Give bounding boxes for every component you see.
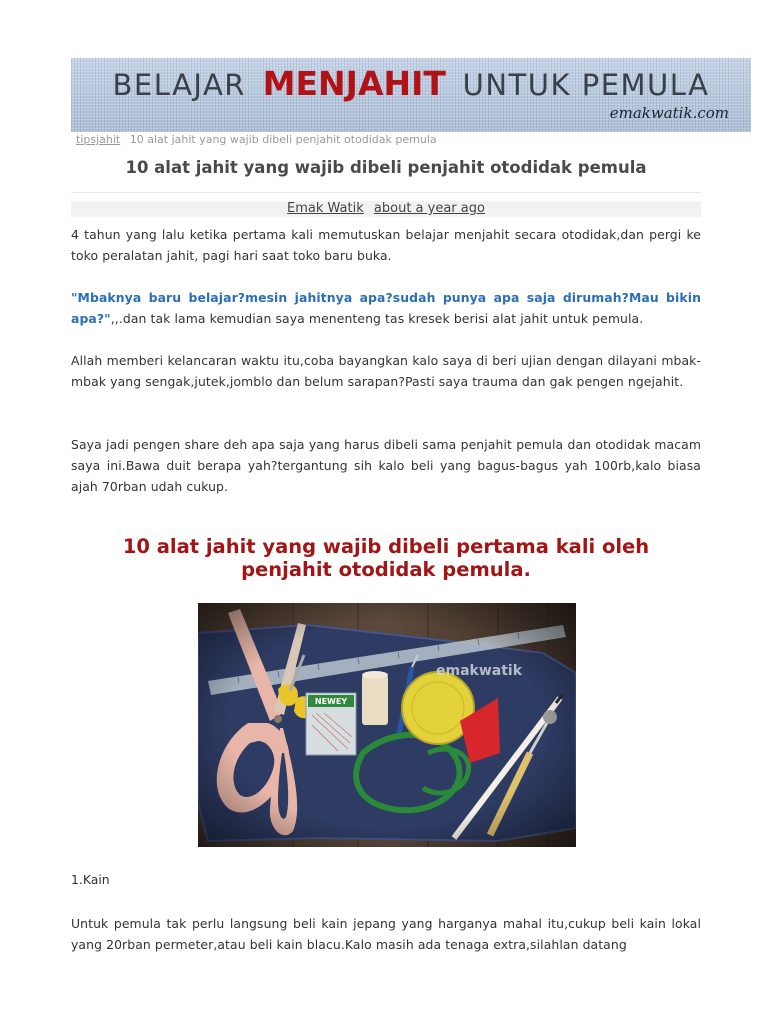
banner-word-belajar: BELAJAR: [112, 68, 246, 102]
paragraph-intro: 4 tahun yang lalu ketika pertama kali memutuskan belajar menjahit secara otodidak,dan pergi ke toko peralatan jahit, pagi hari saat toko baru buka.: [71, 227, 701, 263]
banner-site-name: emakwatik.com: [609, 104, 729, 122]
breadcrumb-current: 10 alat jahit yang wajib dibeli penjahit otodidak pemula: [129, 133, 437, 146]
list-item-heading: 1.Kain: [71, 872, 110, 887]
paragraph-quote: [71, 287, 701, 329]
post-date-link[interactable]: about a year ago: [373, 201, 485, 216]
sewing-tools-illustration: [198, 603, 576, 847]
quote-continuation: ,,.dan tak lama kemudian saya menenteng tas kresek berisi alat jahit untuk pemula.: [110, 311, 644, 326]
post-meta: [71, 201, 701, 217]
author-link[interactable]: Emak Watik: [287, 201, 364, 216]
page-title: 10 alat jahit yang wajib dibeli penjahit otodidak pemula: [125, 158, 647, 177]
paragraph-budget: Saya jadi pengen share deh apa saja yang harus dibeli sama penjahit pemula dan otodidak macam saya ini.Bawa duit berapa yah?tergantung sih kalo beli yang bagus-bagus yah 100rb,kalo biasa ajah 70rban udah cukup.: [71, 437, 701, 494]
title-divider: [71, 192, 701, 193]
sewing-tools-photo: [198, 603, 576, 847]
banner-word-untuk-pemula: UNTUK PEMULA: [462, 68, 710, 102]
breadcrumb-category-link[interactable]: tipsjahit: [76, 133, 121, 146]
banner-word-menjahit: MENJAHIT: [262, 64, 446, 103]
paragraph-story: Allah memberi kelancaran waktu itu,coba bayangkan kalo saya di beri ujian dengan dilayani mbak-mbak yang sengak,jutek,jomblo dan belum sarapan?Pasti saya trauma dan gak pengen ngejahit.: [71, 353, 701, 389]
section-heading: [71, 535, 701, 581]
section-heading-line2: penjahit otodidak pemula.: [241, 558, 531, 581]
section-heading-line1: 10 alat jahit yang wajib dibeli pertama kali oleh: [122, 535, 650, 558]
banner-title: [71, 64, 751, 103]
breadcrumb: [71, 133, 751, 146]
header-banner[interactable]: [71, 58, 751, 132]
shop-quote: "Mbaknya baru belajar?mesin jahitnya apa?sudah punya apa saja dirumah?Mau bikin apa?": [71, 290, 701, 326]
paragraph-kain: Untuk pemula tak perlu langsung beli kain jepang yang harganya mahal itu,cukup beli kain lokal yang 20rban permeter,atau beli kain blacu.Kalo masih ada tenaga extra,silahlan datang: [71, 916, 701, 952]
